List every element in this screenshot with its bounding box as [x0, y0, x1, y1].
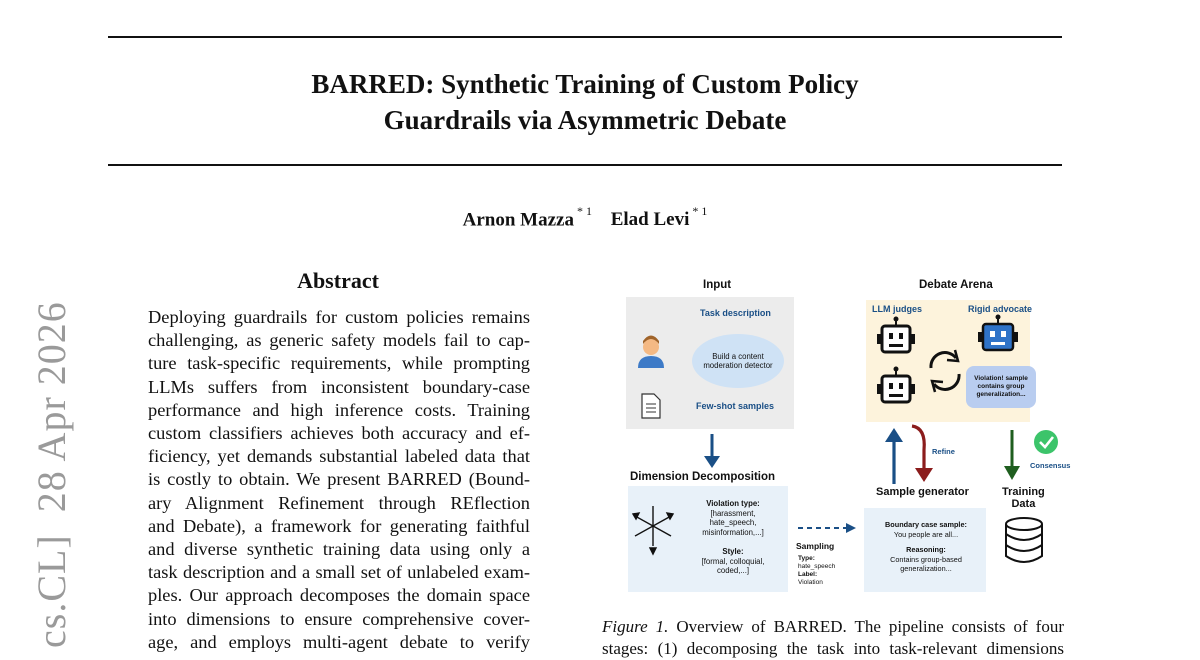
task-description-label: Task description	[700, 308, 771, 318]
abstract-line: custom classifiers achieves both accuracy and ef-	[148, 423, 530, 444]
author-affiliation: * 1	[692, 204, 708, 218]
style-label: Style:	[722, 547, 744, 556]
paper-title	[108, 66, 1062, 138]
abstract-line: ture task-specific requirements, while prompting	[148, 353, 530, 374]
abstract-body	[148, 306, 530, 654]
task-bubble-text: Build a content moderation detector	[703, 351, 773, 370]
arxiv-date: 28 Apr 2026	[29, 301, 74, 513]
abstract-line: and Debate), a framework for generating faithful	[148, 515, 530, 536]
training-data-line-1: Training	[1002, 486, 1045, 498]
rigid-advocate-label: Rigid advocate	[968, 304, 1033, 314]
figure-graphics	[600, 270, 1080, 606]
document-icon	[642, 394, 660, 418]
figure-1	[600, 270, 1080, 606]
consensus-arrow	[1004, 430, 1020, 480]
violation-type-values: [harassment, hate_speech, misinformation,...]	[702, 508, 764, 537]
sample-to-debate-arrow	[885, 428, 903, 484]
arxiv-id: cs.CL]	[29, 534, 74, 648]
sampling-label-label: Label:	[798, 571, 818, 578]
figure-caption	[602, 616, 1064, 660]
consensus-check-icon	[1034, 430, 1058, 454]
abstract-line: task description and a small set of unlabeled exam-	[148, 562, 530, 583]
abstract-line: and diverse synthetic training data using only a	[148, 539, 530, 560]
author-list	[108, 204, 1062, 231]
training-data-line-2: Data	[1011, 498, 1036, 510]
consensus-label: Consensus	[1030, 461, 1071, 470]
author-affiliation: * 1	[576, 204, 592, 218]
author-name: Elad Levi	[610, 209, 690, 231]
caption-line-2: stages: (1) decomposing the task into task-relevant dimensions	[602, 639, 1064, 658]
violation-type-label: Violation type:	[706, 499, 760, 508]
task-bubble	[692, 334, 784, 388]
sampling-type-value: hate_speech	[798, 563, 836, 570]
refine-label: Refine	[932, 447, 955, 456]
abstract-line: ficiency, yet demands substantial labeled data that	[148, 446, 530, 467]
reasoning-text: Contains group-based generalization...	[890, 554, 962, 573]
abstract-line: Deploying guardrails for custom policies remains	[148, 307, 530, 327]
abstract-line: into dimensions to ensure comprehensive cover-	[148, 608, 530, 629]
database-icon	[1006, 518, 1042, 562]
bottom-rule	[108, 164, 1062, 166]
arxiv-stamp	[28, 301, 75, 648]
violation-type-block	[678, 499, 788, 576]
violation-bubble	[966, 366, 1036, 408]
sampling-arrow	[798, 523, 856, 533]
sampling-details	[798, 555, 835, 587]
top-rule	[108, 36, 1062, 38]
abstract-line: LLMs suffers from inconsistent boundary-case	[148, 376, 530, 397]
abstract-line: ples. Our approach decomposes the domain space	[148, 585, 530, 606]
llm-judges-label: LLM judges	[872, 304, 922, 314]
reasoning-label: Reasoning:	[906, 545, 946, 554]
violation-text: Violation! sample contains group generalization...	[974, 375, 1028, 398]
abstract-heading: Abstract	[297, 268, 379, 293]
abstract-line: ary Alignment Refinement through REflection	[148, 492, 530, 513]
abstract-line: age, and employs multi-agent debate to verify	[148, 631, 530, 652]
dimension-title: Dimension Decomposition	[630, 471, 776, 483]
training-data-label	[1002, 486, 1045, 510]
abstract-line: is costly to obtain. We present BARRED (Bound-	[148, 469, 530, 490]
caption-text-1: Overview of BARRED. The pipeline consists of four	[668, 617, 1064, 636]
abstract-line: challenging, as generic safety models fail to cap-	[148, 330, 530, 351]
abstract-line: performance and high inference costs. Training	[148, 399, 530, 420]
sampling-type-label: Type:	[798, 555, 815, 562]
caption-figure-label: Figure 1.	[602, 617, 669, 636]
few-shot-label: Few-shot samples	[696, 401, 775, 411]
boundary-sample-block	[866, 520, 986, 574]
style-values: [formal, colloquial, coded,...]	[701, 556, 765, 575]
input-to-dimension-arrow	[704, 434, 720, 468]
sampling-label: Sampling	[796, 541, 835, 551]
author-name: Arnon Mazza	[462, 209, 574, 231]
boundary-label: Boundary case sample:	[885, 520, 967, 529]
refine-arrow	[912, 426, 933, 482]
sampling-label-value: Violation	[798, 579, 823, 586]
sample-generator-label: Sample generator	[876, 486, 969, 498]
title-line-2: Guardrails via Asymmetric Debate	[383, 105, 787, 135]
debate-title: Debate Arena	[919, 279, 993, 291]
input-title: Input	[703, 279, 732, 291]
caption-line-1	[602, 616, 1064, 638]
boundary-text: You people are all...	[893, 529, 959, 539]
title-line-1: BARRED: Synthetic Training of Custom Policy	[311, 69, 859, 99]
